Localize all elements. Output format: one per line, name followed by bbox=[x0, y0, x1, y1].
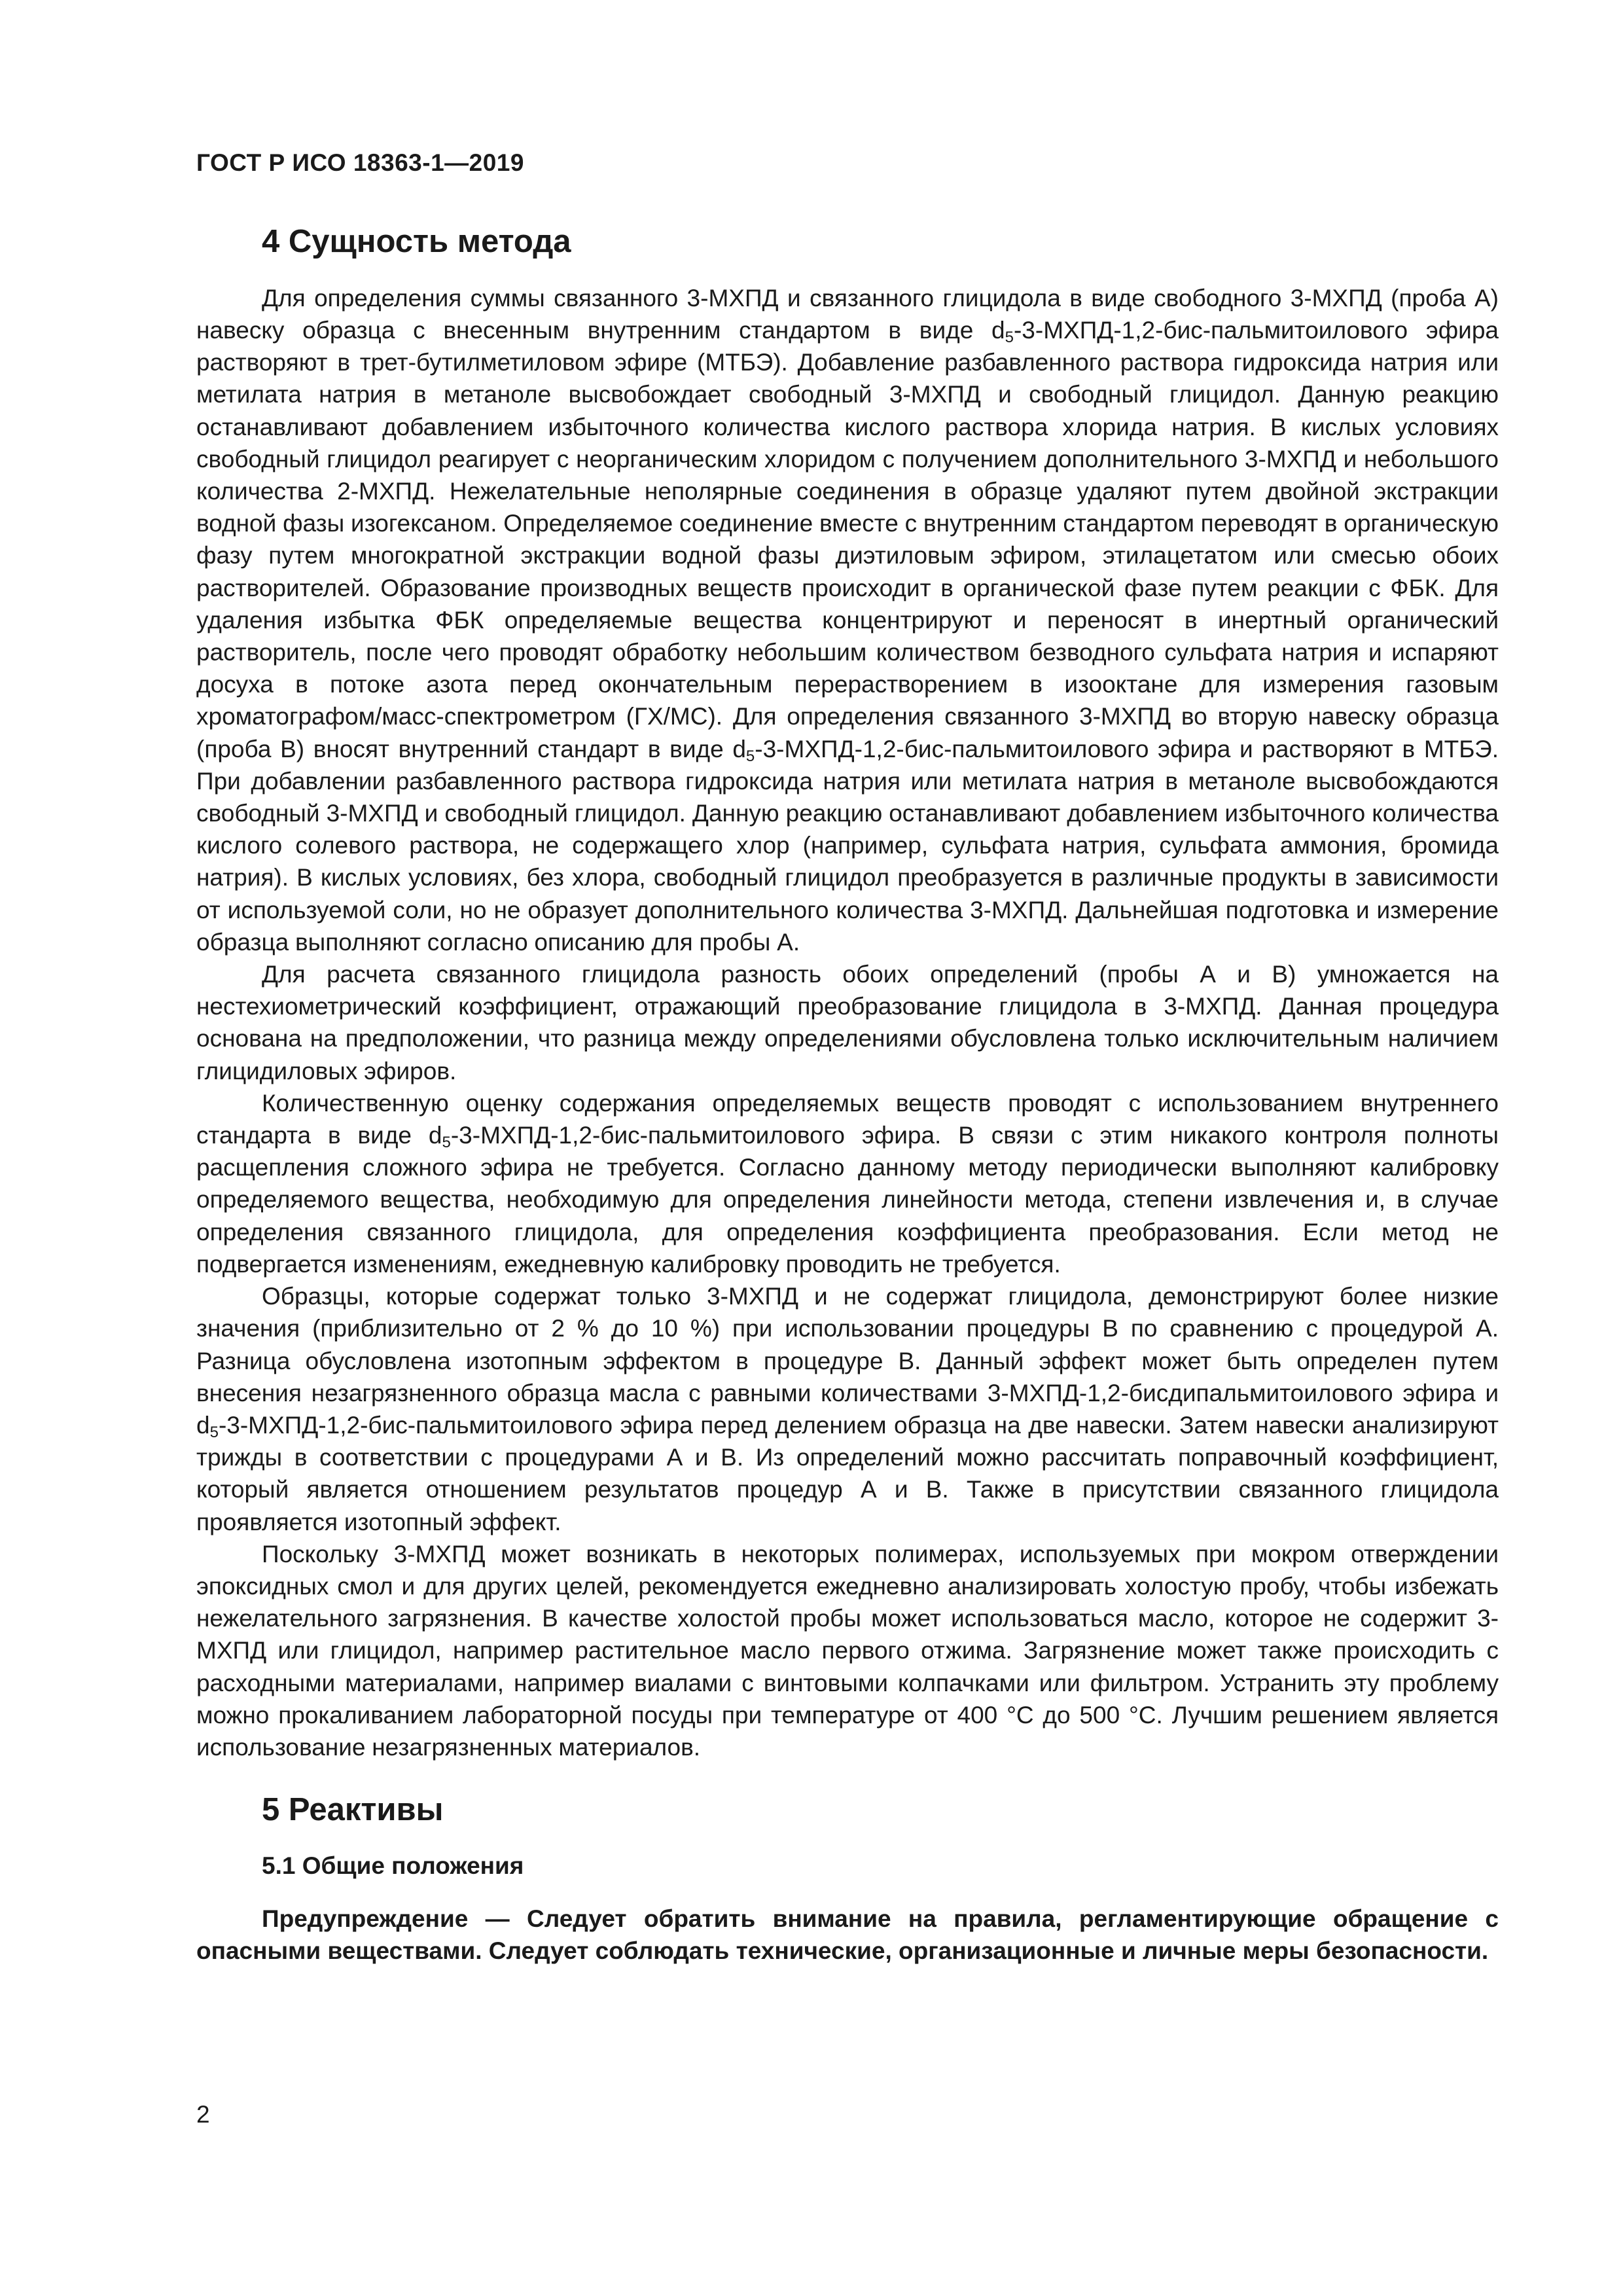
paragraph-text: -3-МХПД-1,2-бис-пальмитоилового эфира. В связи с этим никакого контроля полноты расщепления сложного эфира не требуется. Согласно данному методу периодически выполняют калибровку определяемого вещества, необходимую для определения линейности метода, степени извлечения и, в случае определения связанного глицидола, для определения коэффициента преобразования. Если метод не подвергается изменениям, ежедневную калибровку проводить не требуется. bbox=[196, 1122, 1499, 1278]
paragraph-text: -3-МХПД-1,2-бис-пальмитоилового эфира растворяют в трет-бутилметиловом эфире (МТБЭ). Добавление разбавленного раствора гидроксида натрия или метилата натрия в метаноле высвобождает свободный 3-МХПД и свободный глицидол. Данную реакцию останавливают добавлением избыточного количества кислого раствора хлорида натрия. В кислых условиях свободный глицидол реагирует с неорганическим хлоридом с получением дополнительного 3-МХПД и небольшого количества 2-МХПД. Нежелательные неполярные соединения в образце удаляют путем двойной экстракции водной фазы изогексаном. Определяемое соединение вместе с внутренним стандартом переводят в органическую фазу путем многократной экстракции водной фазы диэтиловым эфиром, этилацетатом или смесью обоих растворителей. Образование производных веществ происходит в органической фазе путем реакции с ФБК. Для удаления избытка ФБК определяемые вещества концентрируют и переносят в инертный органический растворитель, после чего проводят обработку небольшим количеством безводного сульфата натрия и испаряют досуха в потоке азота перед окончательным перерастворением в изооктане для измерения газовым хроматографом/масс-спектрометром (ГХ/МС). Для определения связанного 3-МХПД во вторую навеску образца (проба В) вносят внутренний стандарт в виде d bbox=[196, 317, 1499, 762]
section-4-paragraph-5: Поскольку 3-МХПД может возникать в некоторых полимерах, используемых при мокром отверждении эпоксидных смол и для других целей, рекомендуется ежедневно анализировать холостую пробу, чтобы избежать нежелательного загрязнения. В качестве холостой пробы может использоваться масло, которое не содержит 3-МХПД или глицидол, например растительное масло первого отжима. Загрязнение может также происходить с расходными материалами, например виалами с винтовыми колпачками или фильтром. Устранить эту проблему можно прокаливанием лабораторной посуды при температуре от 400 °С до 500 °С. Лучшим решением является использование незагрязненных материалов. bbox=[196, 1540, 1499, 1761]
section-4-paragraph-3 bbox=[196, 1087, 1499, 1280]
section-4-paragraph-2: Для расчета связанного глицидола разность обоих определений (пробы А и В) умножается на нестехиометрический коэффициент, отражающий преобразование глицидола в 3-МХПД. Данная процедура основана на предположении, что разница между определениями обусловлена только исключительным наличием глицидиловых эфиров. bbox=[196, 961, 1499, 1085]
subsection-5-1-title: 5.1 Общие положения bbox=[262, 1852, 524, 1879]
section-5-title: 5 Реактивы bbox=[262, 1792, 444, 1828]
page-number: 2 bbox=[196, 2101, 210, 2128]
subscript: 5 bbox=[442, 1134, 451, 1152]
page-content bbox=[196, 223, 1499, 1967]
paragraph-text: Образцы, которые содержат только 3-МХПД и не содержат глицидола, демонстрируют более низкие значения (приблизительно от 2 % до 10 %) при использовании процедуры В по сравнению с процедурой А. Разница обусловлена изотопным эффектом в процедуре В. Данный эффект может быть определен путем внесения незагрязненного образца масла с равными количествами 3-МХПД-1,2-бисдипальмитоилового эфира и d bbox=[196, 1283, 1499, 1439]
section-4-paragraph-1 bbox=[196, 282, 1499, 958]
subscript: 5 bbox=[745, 747, 755, 765]
section-4-paragraph-4 bbox=[196, 1280, 1499, 1538]
section-4-title: 4 Сущность метода bbox=[262, 224, 571, 259]
paragraph-text: Количественную оценку содержания определяемых веществ проводят с использованием внутреннего стандарта в виде d bbox=[196, 1089, 1499, 1149]
safety-warning: Предупреждение — Следует обратить внимание на правила, регламентирующие обращение с опасными веществами. Следует соблюдать технические, организационные и личные меры безопасности. bbox=[196, 1905, 1499, 1965]
subscript: 5 bbox=[1005, 329, 1014, 346]
paragraph-text: -3-МХПД-1,2-бис-пальмитоилового эфира перед делением образца на две навески. Затем навески анализируют трижды в соответствии с процедурами А и В. Из определений можно рассчитать поправочный коэффициент, который является отношением результатов процедур А и В. Также в присутствии связанного глицидола проявляется изотопный эффект. bbox=[196, 1411, 1499, 1535]
document-header: ГОСТ Р ИСО 18363-1—2019 bbox=[196, 149, 524, 176]
paragraph-text: Для определения суммы связанного 3-МХПД и связанного глицидола в виде свободного 3-МХПД (проба А) навеску образца с внесенным внутренним стандартом в виде d bbox=[196, 284, 1499, 344]
subscript: 5 bbox=[209, 1423, 219, 1441]
paragraph-text: -3-МХПД-1,2-бис-пальмитоилового эфира и растворяют в МТБЭ. При добавлении разбавленного раствора гидроксида натрия или метилата натрия в метаноле высвобождаются свободный 3-МХПД и свободный глицидол. Данную реакцию останавливают добавлением избыточного количества кислого солевого раствора, не содержащего хлор (например, сульфата натрия, сульфата аммония, бромида натрия). В кислых условиях, без хлора, свободный глицидол преобразуется в различные продукты в зависимости от используемой соли, но не образует дополнительного количества 3-МХПД. Дальнейшая подготовка и измерение образца выполняют согласно описанию для пробы А. bbox=[196, 735, 1499, 956]
